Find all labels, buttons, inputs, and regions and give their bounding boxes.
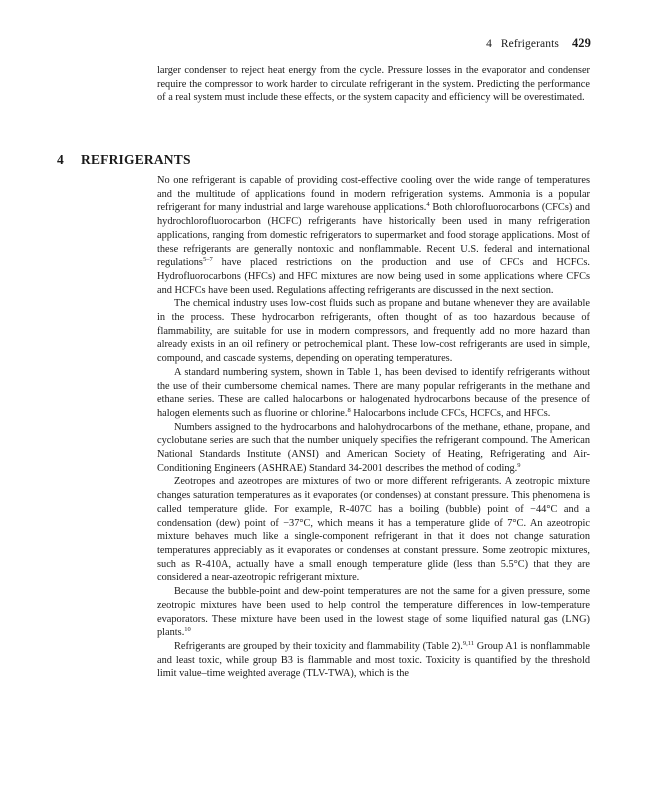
section-heading <box>57 152 191 168</box>
chapter-title: Refrigerants <box>500 38 559 50</box>
citation-marker: 9 <box>517 461 521 469</box>
citation-marker: 8 <box>347 406 351 414</box>
intro-paragraph: larger condenser to reject heat energy from the cycle. Pressure losses in the evaporator and condenser require the compressor to work harder to circulate refrigerant in the system. Predicting the performance of a real system must include these effects, or the system capacity and efficiency will be overestimated. <box>157 65 590 104</box>
section-number: 4 <box>57 152 64 167</box>
page-number: 429 <box>571 36 591 50</box>
paragraph-4: Numbers assigned to the hydrocarbons and halohydrocarbons of the methane, ethane, propane, and cyclobutane series are such that the number uniquely specifies the refrigerant compound. The American National Standards Institute (ANSI) and American Society of Heating, Refrigerating and Air-Conditioning Engineers (ASHRAE) Standard 34-2001 describes the method of coding.$^9$ <box>157 421 590 474</box>
paragraph-3: A standard numbering system, shown in Table 1, has been devised to identify refrigerants without the use of their cumbersome chemical names. There are many popular refrigerants in the methane and ethane series. These are called halocarbons or halogenated hydrocarbons because of the presence of halogen elements such as fluorine or chlorine.$^8$ Halocarbons include CFCs, HCFCs, and HFCs. <box>157 366 590 419</box>
citation-marker: 9,11 <box>462 639 474 647</box>
paragraph-5: Zeotropes and azeotropes are mixtures of two or more different refrigerants. A zeotropic mixture changes saturation temperatures as it evaporates (or condenses) at constant pressure. This phenomena is called temperature glide. For example, R-407C has a boiling (bubble) point of −44°C and a condensation (dew) point of −37°C, which means it has a temperature glide of 7°C. An azeotropic mixture behaves much like a single-component refrigerant in that it does not change saturation temperatures appreciably as it evaporates or condenses at constant pressure. Some zeotropic mixtures, such as R-410A, actually have a small enough temperature glide (less than 5.5°C) that they are considered a near-azeotropic refrigerant mixture. <box>157 476 590 584</box>
paragraph-6: Because the bubble-point and dew-point temperatures are not the same for a given pressure, some zeotropic mixtures have been used to help control the temperature differences in low-temperature evaporators. These mixture have been used in the lowest stage of some liquified natural gas (LNG) plants.$^{10}$ <box>157 586 590 639</box>
section-title: REFRIGERANTS <box>81 152 191 167</box>
running-head <box>486 36 591 51</box>
paragraph-1: No one refrigerant is capable of providing cost-effective cooling over the wide range of temperatures and the multitude of applications found in modern refrigeration systems. Ammonia is a popular refrigerant for many industrial and large warehouse applications.$^4$ Both chlorofluorocarbons (CFCs) and hydrochlorofluorocarbon (HCFC) refrigerants have historically been used in many refrigeration applications, ranging from domestic refrigerators to supermarket and food storage applications. Most of these refrigerants are generally nontoxic and nonflammable. Recent U.S. federal and international regulations$^{5-7}$ have placed restrictions on the production and use of CFCs and HCFCs. Hydrofluorocarbons (HFCs) and HFC mixtures are now being used in some applications where CFCs and HCFCs have been used. Regulations affecting refrigerants are discussed in the next section. <box>157 175 590 296</box>
intro-text-block <box>157 64 590 105</box>
chapter-number: 4 <box>486 38 492 50</box>
citation-marker: 10 <box>184 626 191 634</box>
paragraph-2: The chemical industry uses low-cost fluids such as propane and butane whenever they are available in the process. These hydrocarbon refrigerants, often thought of as too hazardous because of flammability, are suitable for use in modern compressors, and frequently add no more hazard than already exists in an oil refinery or petrochemical plant. These low-cost refrigerants are used in simple, compound, and cascade systems, depending on operating temperatures. <box>157 298 590 365</box>
section-body <box>157 174 590 681</box>
paragraph-7: Refrigerants are grouped by their toxicity and flammability (Table 2).$^{9,11}$ Group A1 is nonflammable and least toxic, while group B3 is flammable and most toxic. Toxicity is quantified by the threshold limit value–time weighted average (TLV-TWA), which is the <box>157 639 590 680</box>
citation-marker: 5–7 <box>202 256 213 264</box>
citation-marker: 4 <box>426 201 430 209</box>
